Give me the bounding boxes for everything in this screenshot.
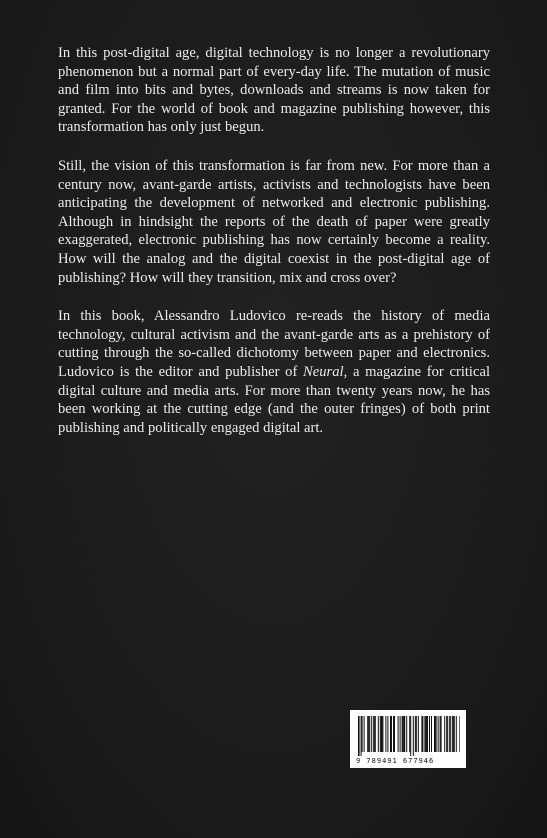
- barcode-bar: [453, 716, 454, 752]
- barcode-bar: [358, 716, 360, 756]
- barcode-bar: [362, 716, 363, 752]
- barcode-bar: [447, 716, 448, 752]
- barcode-bar: [440, 716, 441, 752]
- barcode-bar: [416, 716, 417, 752]
- blurb-paragraph-2: Still, the vision of this transformation is far from new. For more than a century now, avant-garde artists, activists and technologists have been anticipating the development of networked and electronic publishing. Although in hindsight the reports of the death of paper were greatly exaggerated, electronic publishing has now certainly become a reality. How will the analog and the digital coexist in the post-digital age of publishing? How will they transition, mix and cross over?: [58, 157, 490, 286]
- barcode-bar: [368, 716, 369, 752]
- barcode-bar: [361, 716, 362, 756]
- barcode-bar: [436, 716, 437, 752]
- barcode-bar: [410, 716, 411, 756]
- barcode-bar: [375, 716, 376, 752]
- blurb-text: [58, 44, 490, 457]
- barcode-bar: [421, 716, 422, 752]
- barcode-bar: [393, 716, 394, 752]
- barcode-bar: [402, 716, 403, 752]
- barcode-bar: [381, 716, 383, 752]
- barcode-bar: [429, 716, 430, 752]
- barcode-bar: [438, 716, 439, 752]
- barcode-bar: [422, 716, 423, 752]
- barcode-bar: [424, 716, 425, 752]
- barcode-bar: [364, 716, 365, 752]
- barcode-bar: [390, 716, 391, 752]
- barcode-bar: [456, 716, 457, 752]
- blurb-paragraph-1: In this post-digital age, digital technology is no longer a revolutionary phenomenon but a normal part of every-day life. The mutation of music and film into bits and bytes, downloads and streams is now taken for granted. For the world of book and magazine publishing however, this transformation has only just begun.: [58, 45, 490, 136]
- barcode-bar: [454, 716, 455, 752]
- barcode-bar: [425, 716, 426, 752]
- barcode-icon: [356, 716, 460, 756]
- barcode-bar: [449, 716, 451, 752]
- barcode-bar: [426, 716, 428, 752]
- barcode-bar: [415, 716, 416, 752]
- barcode-bar: [400, 716, 401, 752]
- barcode-bar: [367, 716, 368, 752]
- paragraph-3-text-after: , a magazine for critical digital culture and media arts. For more than twenty years now, he has been working at the cutting edge (and the outer fringes) of both print publishing and politically engaged digital art.: [58, 363, 490, 436]
- barcode-bar: [452, 716, 453, 752]
- barcode-bar: [444, 716, 445, 752]
- barcode-bar: [380, 716, 381, 752]
- barcode-bar: [385, 716, 386, 752]
- barcode-bar: [382, 716, 383, 752]
- barcode-bar: [446, 716, 447, 752]
- barcode-bar: [441, 716, 442, 752]
- barcode-bar: [459, 716, 460, 752]
- barcode-bar: [404, 716, 406, 752]
- barcode-bar: [409, 716, 410, 752]
- barcode-bar: [394, 716, 395, 752]
- barcode-bar: [371, 716, 372, 752]
- barcode-bar: [434, 716, 436, 752]
- blurb-paragraph-3: [58, 307, 490, 437]
- barcode-bar: [391, 716, 392, 752]
- barcode-bar: [387, 716, 388, 752]
- isbn-number: 9 789491 677946: [356, 757, 435, 765]
- barcode-bar: [369, 716, 370, 752]
- barcode-bar: [403, 716, 404, 752]
- barcode-bar: [431, 716, 432, 752]
- barcode-bar: [418, 716, 419, 752]
- barcode-bar: [413, 716, 414, 756]
- barcode-bar: [406, 716, 407, 752]
- barcode-bar: [378, 716, 379, 752]
- barcode-label: [350, 710, 466, 768]
- paragraph-3-text-before: In this book, Alessandro Ludovico re-reads the history of media technology, cultural activism and the avant-garde arts as a prehistory of cutting through the so-called dichotomy between paper and electronics. Ludovico is the editor and publisher of: [58, 308, 490, 380]
- barcode-bar: [373, 716, 375, 752]
- magazine-title-italic: Neural: [303, 363, 344, 380]
- barcode-bar: [398, 716, 399, 752]
